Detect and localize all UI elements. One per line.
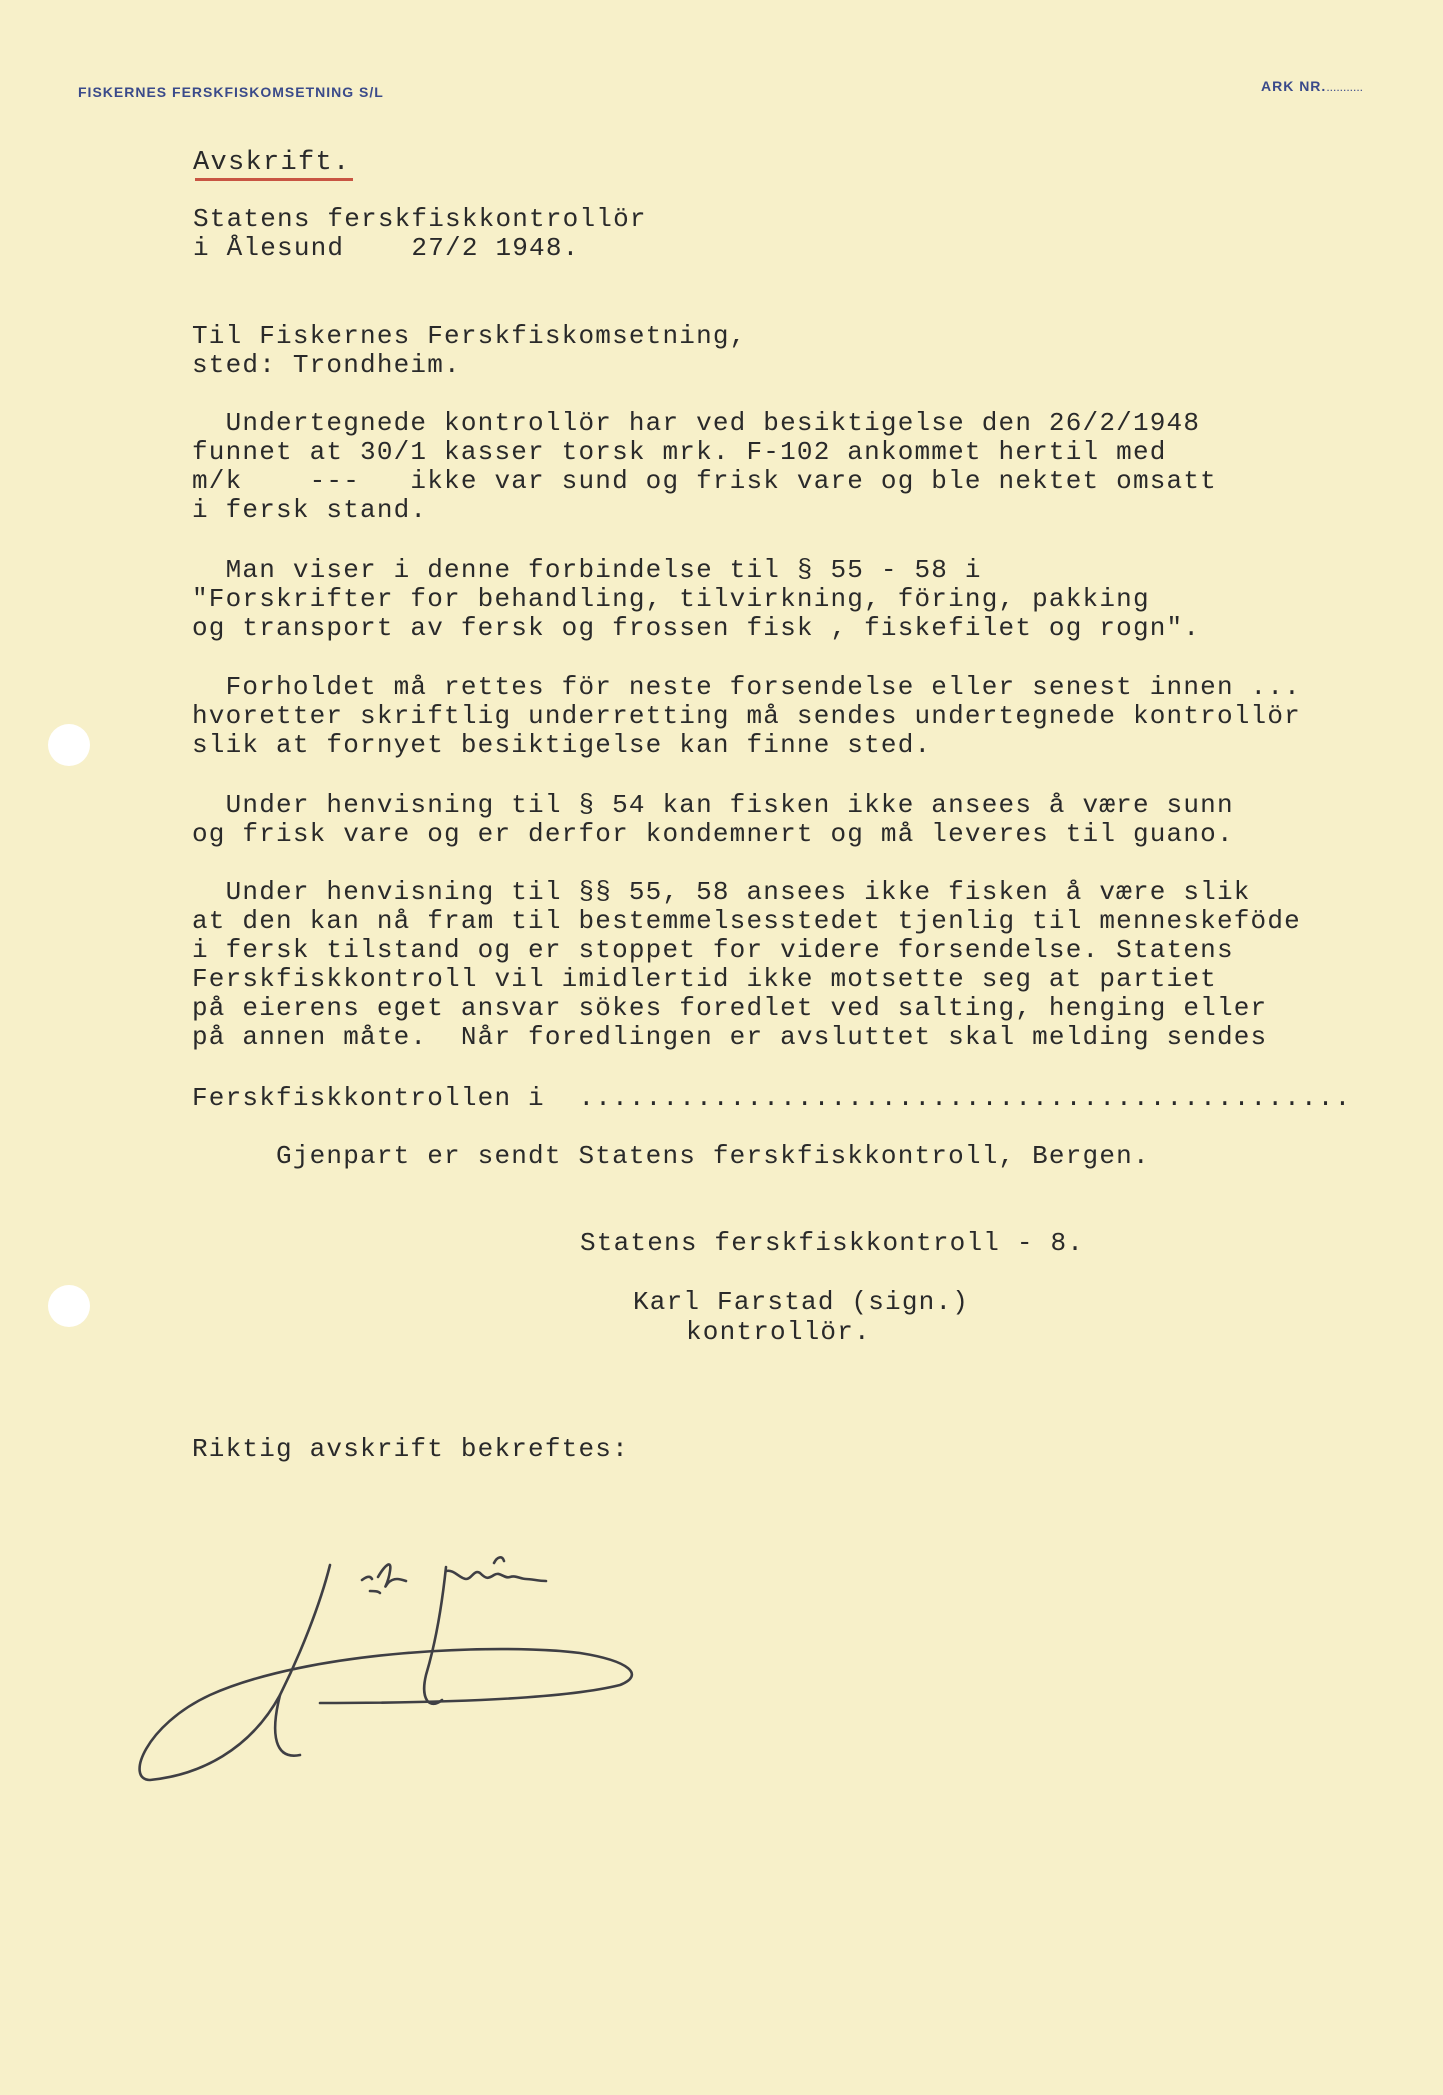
paragraph-2-line-1: Man viser i denne forbindelse til § 55 - 58 i [192,555,982,585]
punch-hole-bottom [48,1285,90,1327]
handwritten-signature [130,1535,790,2095]
paragraph-5-line-5: på eierens eget ansvar sökes foredlet ved salting, henging eller [192,993,1268,1023]
document-title: Avskrift. [193,148,351,178]
letterhead: FISKERNES FERSKFISKOMSETNING S/L [78,84,384,100]
signatory-name: Karl Farstad (sign.) [633,1287,970,1317]
recipient-line-2: sted: Trondheim. [192,350,461,380]
paragraph-1-line-2: funnet at 30/1 kasser torsk mrk. F-102 ankommet hertil med [192,437,1167,467]
paragraph-3-line-3: slik at fornyet besiktigelse kan finne sted. [192,730,932,760]
recipient-line-1: Til Fiskernes Ferskfiskomsetning, [192,321,747,351]
paragraph-1-line-4: i fersk stand. [192,495,428,525]
paragraph-1-line-3: m/k --- ikke var sund og frisk vare og ble nektet omsatt [192,466,1217,496]
paragraph-2-line-2: "Forskrifter for behandling, tilvirkning, föring, pakking [192,584,1150,614]
paragraph-5-line-4: Ferskfiskkontroll vil imidlertid ikke motsette seg at partiet [192,964,1217,994]
paragraph-3-line-2: hvoretter skriftlig underretting må sendes undertegnede kontrollör [192,701,1301,731]
ark-number [1261,78,1363,94]
paragraph-3-line-1: Forholdet må rettes för neste forsendelse eller senest innen ... [192,672,1301,702]
ark-dots: ........... [1326,80,1363,94]
punch-hole-top [48,724,90,766]
paragraph-2-line-3: og transport av fersk og frossen fisk , fiskefilet og rogn". [192,613,1201,643]
copy-sent-line: Gjenpart er sendt Statens ferskfiskkontroll, Bergen. [192,1141,1150,1171]
office-signature-line: Statens ferskfiskkontroll - 8. [580,1228,1085,1258]
signatory-title: kontrollör. [686,1317,871,1347]
title-underline [195,178,353,181]
paragraph-5-line-2: at den kan nå fram til bestemmelsesstedet tjenlig til menneskeföde [192,906,1301,936]
certification-line: Riktig avskrift bekreftes: [192,1434,629,1464]
sender-line-1: Statens ferskfiskkontrollör [193,204,647,234]
paragraph-5-line-1: Under henvisning til §§ 55, 58 ansees ikke fisken å være slik [192,877,1251,907]
ark-label: ARK NR. [1260,78,1327,94]
paragraph-4-line-1: Under henvisning til § 54 kan fisken ikke ansees å være sunn [192,790,1234,820]
paragraph-5-line-3: i fersk tilstand og er stoppet for videre forsendelse. Statens [192,935,1234,965]
control-office-line: Ferskfiskkontrollen i .............................................. [192,1083,1352,1113]
paragraph-5-line-6: på annen måte. Når foredlingen er avsluttet skal melding sendes [192,1022,1268,1052]
paragraph-4-line-2: og frisk vare og er derfor kondemnert og må leveres til guano. [192,819,1234,849]
sender-line-2: i Ålesund 27/2 1948. [193,233,580,263]
paragraph-1-line-1: Undertegnede kontrollör har ved besiktigelse den 26/2/1948 [192,408,1201,438]
